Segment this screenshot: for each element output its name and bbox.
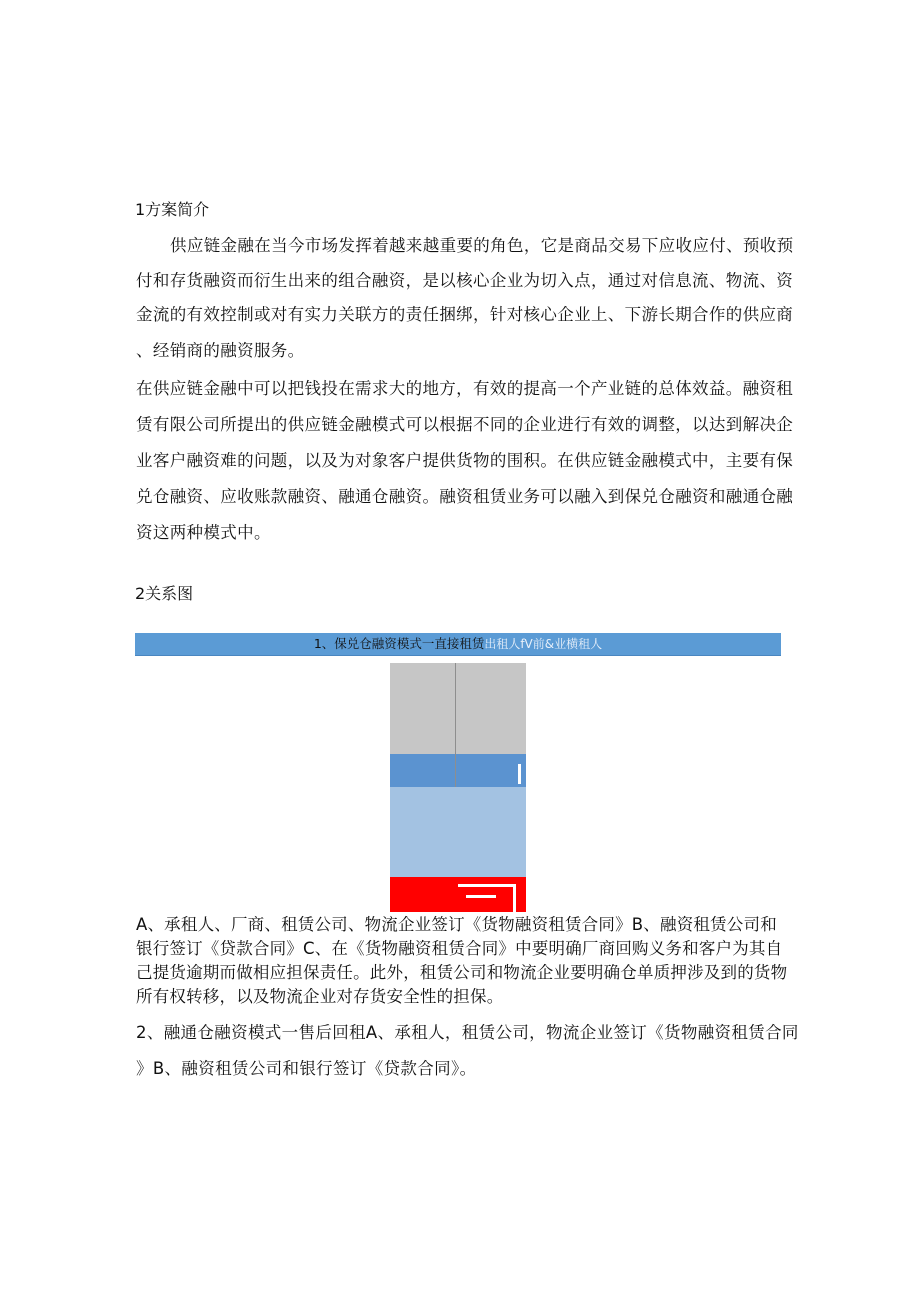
section-2-heading: 2关系图 [135, 584, 194, 603]
diagram-blue-band [390, 754, 526, 787]
paragraph-a-line-1: A、承租人、厂商、租赁公司、物流企业签订《货物融资租赁合同》B、融资租赁公司和 [136, 915, 777, 934]
paragraph-1-line-2: 付和存货融资而衍生出来的组合融资，是以核心企业为切入点，通过对信息流、物流、资 [136, 271, 794, 290]
paragraph-1-line-3: 金流的有效控制或对有实力关联方的责任捆绑，针对核心企业上、下游长期合作的供应商 [136, 305, 794, 324]
banner-title: 1、保兑仓融资模式一直接租赁 [313, 636, 485, 651]
paragraph-1-line-1: 供应链金融在当今市场发挥着越来越重要的角色，它是商品交易下应收应付、预收预 [170, 236, 794, 255]
paragraph-b-line-1: 2、融通仓融资模式一售后回租A、承租人，租赁公司，物流企业签订《货物融资租赁合同 [136, 1023, 799, 1042]
diagram-gray-block [390, 663, 526, 754]
section-1-heading: 1方案简介 [135, 200, 210, 219]
diagram-white-frame [458, 884, 516, 912]
paragraph-2-line-2: 赁有限公司所提出的供应链金融模式可以根据不同的企业进行有效的调整，以达到解决企 [136, 415, 794, 434]
diagram-white-bar [466, 895, 496, 898]
paragraph-a-line-4: 所有权转移，以及物流企业对存货安全性的担保。 [136, 987, 504, 1006]
paragraph-2-line-3: 业客户融资难的问题，以及为对象客户提供货物的围积。在供应链金融模式中，主要有保 [136, 451, 794, 470]
paragraph-a-line-2: 银行签订《贷款合同》C、在《货物融资租赁合同》中要明确厂商回购义务和客户为其自 [136, 939, 783, 958]
diagram-light-blue-block [390, 787, 526, 877]
relationship-diagram [390, 663, 526, 912]
diagram-divider-line [455, 663, 456, 787]
diagram-white-tick [518, 764, 521, 784]
paragraph-1-line-4: 、经销商的融资服务。 [136, 341, 305, 360]
paragraph-2-line-1: 在供应链金融中可以把钱投在需求大的地方，有效的提高一个产业链的总体效益。融资租 [136, 379, 794, 398]
diagram-title-banner [135, 633, 781, 656]
paragraph-b-line-2: 》B、融资租赁公司和银行签订《贷款合同》。 [136, 1059, 477, 1078]
paragraph-2-line-4: 兑仓融资、应收账款融资、融通仓融资。融资租赁业务可以融入到保兑仓融资和融通仓融 [136, 487, 794, 506]
paragraph-2-line-5: 资这两种模式中。 [136, 523, 271, 542]
banner-overlay-text: 出租人fV前&业横租人 [484, 637, 603, 651]
paragraph-a-line-3: 己提货逾期而做相应担保责任。此外，租赁公司和物流企业要明确仓单质押涉及到的货物 [136, 963, 788, 982]
